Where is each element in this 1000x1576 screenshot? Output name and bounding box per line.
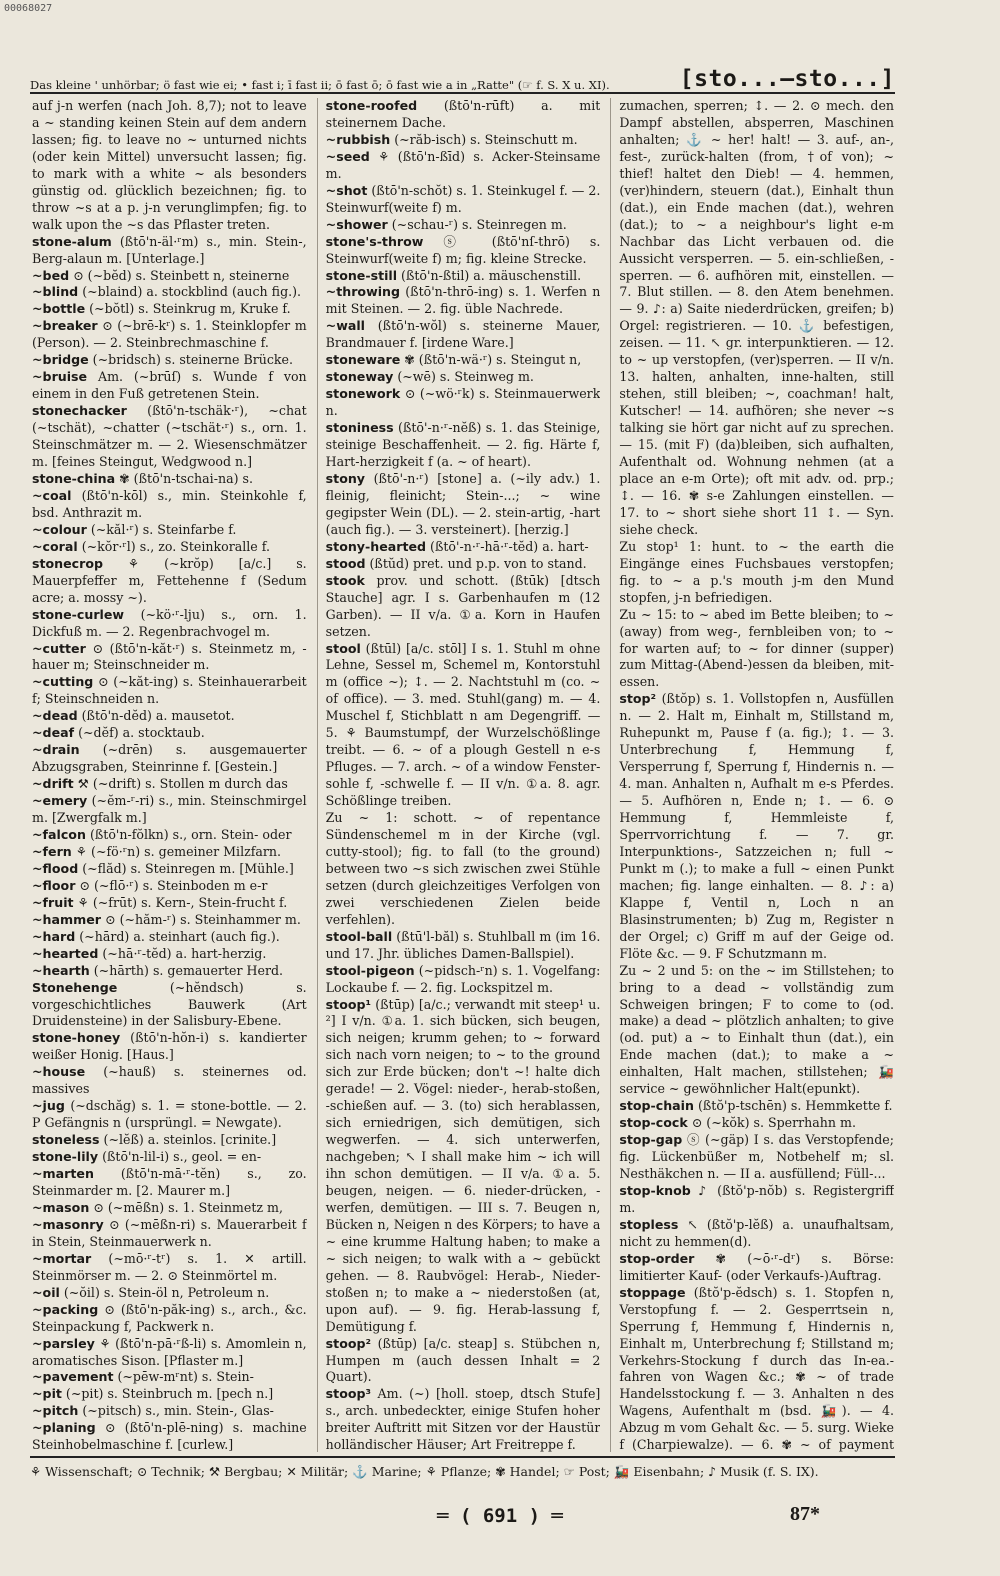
dictionary-entry bbox=[32, 1386, 307, 1403]
dictionary-entry bbox=[32, 369, 307, 403]
dictionary-entry bbox=[32, 946, 307, 963]
dictionary-entry bbox=[32, 708, 307, 725]
dictionary-entry bbox=[619, 1132, 894, 1183]
entry-headword: ~seed bbox=[325, 148, 370, 164]
entry-text: (~wē) s. Steinweg m. bbox=[393, 369, 534, 385]
entry-text: ✾ (ßtō'n-wä·ʳ) s. Steingut n, bbox=[400, 352, 582, 368]
entry-headword: stop-cock bbox=[619, 1115, 688, 1131]
entry-headword: ~hard bbox=[32, 928, 76, 944]
dictionary-entry bbox=[619, 1285, 894, 1452]
entry-headword: ~bottle bbox=[32, 301, 86, 317]
entry-headword: ~colour bbox=[32, 521, 87, 537]
column-2 bbox=[317, 98, 601, 1452]
dictionary-entry bbox=[32, 1166, 307, 1200]
entry-text: ⊙ (ßtō'n-păk-ing) s., arch., &c. Steinpackung f, Packwerk n. bbox=[32, 1301, 307, 1334]
entry-text: ✾ (ßtō'n-tschai-na) s. bbox=[115, 470, 253, 486]
dictionary-entry bbox=[326, 98, 601, 132]
dictionary-entry bbox=[32, 1285, 307, 1302]
dictionary-entry bbox=[326, 183, 601, 217]
entry-text: (ßtō'n-hŏn-i) s. kandierter weißer Honig. [Haus.] bbox=[32, 1030, 307, 1063]
entry-headword: stone-still bbox=[325, 267, 398, 283]
dictionary-entry bbox=[326, 929, 601, 963]
entry-text: (ßtŏ'p-ĕdsch) s. 1. Stopfen n, Verstopfung f. — 2. Gesperrtsein n, Sperrung f, Hemmung f, Hindernis n, Einhalt m, Unterbrechung f; Stillstand m; Verkehrs-Stockung f durch das In-ea.-fahren von Wagen &c.; ✾ ~ of trade Handelsstockung f. — 3. Anhalten n des Wagens, Aufenthalt m (bsd. 🚂). — 4. Abzug m vom Gehalt &c. — 5. surg. Wieke f (Charpiewalze). — 6. ✾ ~ of payment bbox=[619, 1284, 894, 1452]
entry-text: (ßtō'n-kōl) s., min. Steinkohle f, bsd. Anthrazit m. bbox=[32, 487, 307, 520]
entry-headword: ~masonry bbox=[32, 1216, 104, 1232]
signature-mark: 87* bbox=[790, 1503, 820, 1525]
entry-text: ⚘ (~fö·ʳn) s. gemeiner Milzfarn. bbox=[71, 843, 282, 859]
dictionary-entry bbox=[32, 352, 307, 369]
entry-text: (ßtō'-n·ʳ) [stone] a. (~ily adv.) 1. fleinig, fleinicht; Stein-...; ~ wine gegipster Wein (DL). — 2. stein-artig, -hart (auch fig.). — 3. versteinert). [herzig.] bbox=[325, 470, 601, 537]
entry-headword: ~breaker bbox=[32, 318, 98, 334]
entry-headword: stop-gap bbox=[619, 1132, 683, 1148]
entry-text: ⚘ (~frūt) s. Kern-, Stein-frucht f. bbox=[73, 894, 288, 910]
dictionary-entry bbox=[32, 929, 307, 946]
entry-headword: stone-alum bbox=[32, 233, 112, 249]
dictionary-entry bbox=[326, 149, 601, 183]
dictionary-entry bbox=[32, 861, 307, 878]
scan-id: 00068027 bbox=[4, 3, 53, 14]
dictionary-entry bbox=[326, 997, 601, 1336]
dictionary-entry bbox=[326, 234, 601, 268]
entry-text: ♪ (ßtŏ'p-nŏb) s. Registergriff m. bbox=[619, 1183, 894, 1215]
entry-headword: ~jug bbox=[32, 1098, 65, 1114]
entry-headword: ~parsley bbox=[32, 1335, 95, 1351]
entry-text: (~pidsch-ʳn) s. 1. Vogelfang: Lockaube f. — 2. fig. Lockspitzel m. bbox=[325, 962, 601, 995]
headword-range: [sto...—sto...] bbox=[679, 66, 895, 92]
entry-headword: ~coral bbox=[32, 538, 78, 554]
dictionary-entry bbox=[32, 1064, 307, 1098]
entry-headword: stone-lily bbox=[32, 1149, 99, 1165]
dictionary-entry bbox=[326, 352, 601, 369]
header-rule bbox=[30, 92, 895, 94]
entry-text: (ßtō'-n·ʳ-nĕß) s. 1. das Steinige, steinige Beschaffenheit. — 2. fig. Härte f, Hart-herzigkeit f (a. ~ of heart). bbox=[325, 420, 601, 470]
entry-text: ⚒ (~drift) s. Stollen m durch das bbox=[73, 776, 288, 792]
entry-text: (ßtō'n-schŏt) s. 1. Steinkugel f. — 2. Steinwurf(weite f) m. bbox=[325, 182, 601, 215]
dictionary-entry bbox=[619, 963, 894, 1099]
dictionary-entry bbox=[32, 963, 307, 980]
entry-text: (ßtō'n-rūft) a. mit steinernem Dache. bbox=[325, 98, 601, 130]
dictionary-entry bbox=[32, 1098, 307, 1132]
dictionary-entry bbox=[32, 522, 307, 539]
page-number: ═ ( 691 ) ═ bbox=[437, 1505, 563, 1527]
entry-text: (~răb-isch) s. Steinschutt m. bbox=[390, 131, 578, 147]
entry-text: (ßtō'n-fŏlkn) s., orn. Stein- oder bbox=[85, 826, 292, 842]
entry-headword: ~flood bbox=[32, 860, 79, 876]
dictionary-entry bbox=[32, 793, 307, 827]
dictionary-entry bbox=[326, 318, 601, 352]
entry-headword: ~bed bbox=[32, 267, 70, 283]
column-1 bbox=[32, 98, 307, 1452]
entry-headword: ~emery bbox=[32, 793, 88, 809]
entry-headword: ~shower bbox=[325, 216, 388, 232]
entry-text: ⊙ (~kŏk) s. Sperrhahn m. bbox=[687, 1115, 856, 1131]
dictionary-entry bbox=[32, 318, 307, 352]
entry-headword: ~pavement bbox=[32, 1369, 114, 1385]
column-3 bbox=[610, 98, 894, 1452]
entry-headword: ~floor bbox=[32, 877, 76, 893]
entry-text: ↖ (ßtŏ'p-lĕß) a. unaufhaltsam, nicht zu hemmen(d). bbox=[619, 1216, 894, 1249]
dictionary-entry bbox=[326, 641, 601, 811]
entry-headword: stoppage bbox=[619, 1284, 686, 1300]
dictionary-entry bbox=[32, 895, 307, 912]
entry-headword: stone's-throw bbox=[325, 233, 424, 249]
dictionary-entry bbox=[32, 980, 307, 1031]
entry-text: (~hauß) s. steinernes od. massives bbox=[32, 1064, 307, 1097]
entry-text: ⚘ (ßtō'n-ßīd) s. Acker-Steinsame m. bbox=[325, 148, 601, 181]
dictionary-entry bbox=[32, 1030, 307, 1064]
entry-headword: stopless bbox=[619, 1216, 679, 1232]
page-header bbox=[30, 58, 895, 92]
dictionary-entry bbox=[619, 1098, 894, 1115]
entry-headword: ~mortar bbox=[32, 1250, 92, 1266]
entry-text: (~lĕß) a. steinlos. [crinite.] bbox=[99, 1132, 277, 1148]
dictionary-entry bbox=[32, 776, 307, 793]
entry-text: Zu ~ 2 und 5: on the ~ im Stillstehen; to bring to a dead ~ vollständig zum Schweigen bringen; F to come to (od. make) a dead ~ plötzlich anhalten; to give (od. put) a ~ to Einhalt thun (dat.), ein Ende machen (dat.); to make a ~ einhalten, Halt machen, stillstehen; 🚂 service ~ gewöhnlicher Halt(epunkt). bbox=[619, 962, 894, 1097]
entry-headword: ~cutting bbox=[32, 674, 94, 690]
entry-text: ⊙ (ßtō'n-plē-ning) s. machine Steinhobelmaschine f. [curlew.] bbox=[32, 1420, 307, 1452]
dictionary-entry bbox=[32, 471, 307, 488]
dictionary-entry bbox=[326, 132, 601, 149]
entry-text: ⊙ (~flō·ʳ) s. Steinboden m e-r bbox=[75, 877, 268, 893]
dictionary-entry bbox=[619, 607, 894, 692]
footer-rule bbox=[30, 1456, 895, 1458]
entry-text: prov. und schott. (ßtūk) [dtsch Stauche] agr. I s. Garbenhaufen m (12 Garben). — II v/a. ①a. Korn in Haufen setzen. bbox=[325, 572, 601, 639]
dictionary-entry bbox=[326, 810, 601, 929]
entry-headword: stool-pigeon bbox=[325, 962, 415, 978]
entry-headword: ~cutter bbox=[32, 640, 86, 656]
entry-headword: stone-roofed bbox=[325, 98, 418, 113]
dictionary-entry bbox=[619, 1217, 894, 1251]
entry-text: Zu ~ 1: schott. ~ of repentance Sündenschemel m in der Kirche (vgl. cutty-stool); fig. to fall (to the ground) between two ~s sich zwischen zwei Stühle setzen (durch gleichzeitiges Verfolgen von zwei verschiedenen Zielen beide verfehlen). bbox=[325, 810, 601, 927]
entry-headword: ~hammer bbox=[32, 911, 102, 927]
entry-text: (ßtŏ'p-tschēn) s. Hemmkette f. bbox=[693, 1098, 893, 1114]
entry-text: (ßtō'n-mā·ʳ-tĕn) s., zo. Steinmarder m. [2. Maurer m.] bbox=[32, 1166, 307, 1198]
dictionary-entry bbox=[326, 284, 601, 318]
entry-headword: stony-hearted bbox=[325, 538, 427, 554]
dictionary-entry bbox=[32, 301, 307, 318]
entry-text: (~pitsch) s., min. Stein-, Glas- bbox=[78, 1403, 274, 1419]
entry-text: (ßtō'n-thrō-ing) s. 1. Werfen n mit Steinen. — 2. fig. üble Nachrede. bbox=[325, 284, 601, 317]
entry-headword: Stonehenge bbox=[32, 979, 118, 995]
dictionary-entry bbox=[32, 878, 307, 895]
entry-headword: ~throwing bbox=[325, 284, 401, 300]
entry-text: (~dschăg) s. 1. = stone-bottle. — 2. P Gefängnis n (ursprüngl. = Newgate). bbox=[32, 1098, 307, 1131]
dictionary-entry bbox=[32, 1200, 307, 1217]
entry-text: ✾ (~ō·ʳ-dʳ) s. Börse: limitierter Kauf- (oder Verkaufs-)Auftrag. bbox=[619, 1250, 894, 1283]
dictionary-entry bbox=[326, 420, 601, 471]
entry-headword: ~fruit bbox=[32, 894, 74, 910]
dictionary-entry bbox=[32, 98, 307, 234]
entry-headword: ~coal bbox=[32, 487, 72, 503]
entry-headword: ~house bbox=[32, 1064, 86, 1080]
dictionary-entry bbox=[32, 284, 307, 301]
entry-headword: ~pitch bbox=[32, 1403, 79, 1419]
dictionary-entry bbox=[619, 691, 894, 962]
entry-text: (ßtō'n-lil-i) s., geol. = en- bbox=[98, 1149, 262, 1165]
entry-headword: stoneway bbox=[325, 369, 394, 385]
dictionary-entry bbox=[32, 1420, 307, 1452]
entry-headword: stony bbox=[325, 470, 366, 486]
entry-text: (ßtŭd) pret. und p.p. von to stand. bbox=[365, 555, 587, 571]
entry-text: (~schau-ʳ) s. Steinregen m. bbox=[387, 216, 567, 232]
entry-headword: stoop³ bbox=[325, 1386, 372, 1402]
dictionary-entry bbox=[32, 641, 307, 675]
entry-headword: stonework bbox=[325, 386, 401, 402]
entry-headword: ~drain bbox=[32, 742, 80, 758]
entry-headword: ~packing bbox=[32, 1301, 99, 1317]
dictionary-entry bbox=[326, 386, 601, 420]
entry-text: ⓢ (ßtō'nſ-thrō) s. Steinwurf(weite f) m; fig. kleine Strecke. bbox=[325, 233, 601, 266]
dictionary-entry bbox=[326, 217, 601, 234]
entry-text: ⚘ (~krŏp) [a/c.] s. Mauerpfeffer m, Fettehenne f (Sedum acre; a. mossy ~). bbox=[32, 555, 307, 605]
entry-text: (~ĕm-ʳ-ri) s., min. Steinschmirgel m. [Zwergfalk m.] bbox=[32, 793, 307, 826]
entry-headword: ~dead bbox=[32, 708, 78, 724]
entry-text: Am. (~) [holl. stoep, dtsch Stufe] s., arch. unbedeckter, einige Stufen hoher breiter Auftritt mit Sitzen vor der Haustür holländischer Häuser; Art Freitreppe f. bbox=[325, 1386, 601, 1452]
entry-text: ⓢ (~gäp) I s. das Verstopfende; fig. Lückenbüßer m, Notbehelf m; sl. Nesthäkchen n. — II a. ausfüllend; Füll-... bbox=[619, 1132, 894, 1182]
entry-text: (~hĕndsch) s. vorgeschichtliches Bauwerk (Art Druidensteine) in der Salisbury-Ebene. bbox=[32, 979, 307, 1029]
entry-text: (~kŏr·ʳl) s., zo. Steinkoralle f. bbox=[77, 538, 270, 554]
entry-text: (~flăd) s. Steinregen m. [Mühle.] bbox=[78, 860, 294, 876]
dictionary-entry bbox=[619, 1115, 894, 1132]
entry-headword: ~hearted bbox=[32, 945, 99, 961]
entry-text: (ßtūl) [a/c. stōl] I s. 1. Stuhl m ohne Lehne, Sessel m, Schemel m, Kontorstuhl m (office ~); ↕. — 2. Nachtstuhl m (co. ~ of office). — 3. med. Stuhl(gang) m. — 4. Muschel f, Stichblatt n am Degengriff. — 5. ⚘ Baumstumpf, der Wurzelschößlinge treibt. — 6. ~ of a plough Gestell n e-s Pfluges. — 7. arch. ~ of a window Fenster-sohle f, -schwelle f. — II v/n. ①a. 8. agr. Schößlinge treiben. bbox=[325, 640, 601, 809]
dictionary-entry bbox=[32, 607, 307, 641]
entry-headword: ~rubbish bbox=[325, 131, 391, 147]
dictionary-entry bbox=[326, 1386, 601, 1452]
entry-text: (~bridsch) s. steinerne Brücke. bbox=[88, 352, 294, 368]
entry-headword: ~oil bbox=[32, 1284, 60, 1300]
entry-headword: ~shot bbox=[325, 182, 368, 198]
symbol-legend: ⚘ Wissenschaft; ⊙ Technik; ⚒ Bergbau; ✕ Militär; ⚓ Marine; ⚘ Pflanze; ✾ Handel; ☞ Post; 🚂 Eisenbahn; ♪ Musik (f. S. IX). bbox=[30, 1464, 819, 1479]
dictionary-entry bbox=[619, 98, 894, 539]
dictionary-entry bbox=[32, 1251, 307, 1285]
dictionary-entry bbox=[326, 471, 601, 539]
dictionary-entry bbox=[32, 725, 307, 742]
dictionary-entry bbox=[32, 1149, 307, 1166]
entry-text: (~drēn) s. ausgemauerter Abzugsgraben, Steinrinne f. [Gestein.] bbox=[32, 742, 307, 775]
dictionary-entry bbox=[32, 403, 307, 471]
entry-headword: stonechacker bbox=[32, 403, 127, 419]
entry-headword: stone-curlew bbox=[32, 606, 125, 622]
entry-headword: stoneless bbox=[32, 1132, 100, 1148]
entry-text: (ßtō'n-ßtil) a. mäuschenstill. bbox=[397, 267, 582, 283]
entry-text: ⚘ (ßtō'n-pā·ʳß-li) s. Amomlein n, aromatisches Sison. [Pflaster m.] bbox=[32, 1335, 307, 1368]
entry-headword: ~wall bbox=[325, 318, 365, 334]
dictionary-entry bbox=[32, 1336, 307, 1370]
entry-text: (ßtū'l-băl) s. Stuhlball m (im 16. und 17. Jhr. übliches Damen-Ballspiel). bbox=[325, 928, 601, 961]
entry-text: (~mō·ʳ-tʳ) s. 1. ✕ artill. Steinmörser m. — 2. ⊙ Steinmörtel m. bbox=[32, 1250, 307, 1283]
dictionary-entry bbox=[32, 488, 307, 522]
entry-text: ⊙ (~hăm-ʳ) s. Steinhammer m. bbox=[101, 911, 301, 927]
entry-headword: stoop¹ bbox=[325, 996, 372, 1012]
entry-text: (ßtŏp) s. 1. Vollstopfen n, Ausfüllen n. — 2. Halt m, Einhalt m, Stillstand m, Ruhepunkt m, Pause f (a. fig.); ↕. — 3. Unterbrechung f, Hemmung f, Versperrung f, Sperrung f, Hindernis n. — 4. man. Anhalten n, Aufhalt m e-s Pferdes. — 5. Aufhören n, Ende n; ↕. — 6. ⊙ Hemmung f, Hemmleiste f, Sperrvorrichtung f. — 7. gr. Interpunktions-, Satzzeichen n; full ~ Punkt m (.); to make a full ~ einen Punkt machen; fig. lange einhalten. — 8. ♪: a) Klappe f, Ventil n, Loch n an Blasinstrumenten; b) Zug m, Register n der Orgel; c) Griff m auf der Geige od. Flöte &c. — 9. F Schutzmann m. bbox=[619, 691, 894, 961]
dictionary-entry bbox=[619, 539, 894, 607]
entry-text: (~kăl·ʳ) s. Steinfarbe f. bbox=[86, 521, 237, 537]
entry-text: (ßtō'n-wŏl) s. steinerne Mauer, Brandmauer f. [irdene Ware.] bbox=[325, 318, 601, 351]
dictionary-entry bbox=[32, 1369, 307, 1386]
entry-headword: ~planing bbox=[32, 1420, 96, 1436]
entry-headword: ~blind bbox=[32, 284, 79, 300]
dictionary-entry bbox=[326, 369, 601, 386]
entry-columns bbox=[32, 98, 894, 1452]
entry-headword: stop-knob bbox=[619, 1183, 691, 1198]
dictionary-entry bbox=[32, 539, 307, 556]
dictionary-entry bbox=[326, 556, 601, 573]
entry-headword: ~marten bbox=[32, 1166, 94, 1182]
entry-headword: ~drift bbox=[32, 776, 74, 792]
dictionary-entry bbox=[32, 912, 307, 929]
entry-text: (ßtō'-n·ʳ-hā·ʳ-tĕd) a. hart- bbox=[426, 538, 589, 554]
dictionary-entry bbox=[32, 1403, 307, 1420]
entry-text: ⊙ (~kăt-ing) s. Steinhauerarbeit f; Steinschneiden n. bbox=[32, 674, 307, 707]
entry-headword: stone-honey bbox=[32, 1030, 121, 1046]
entry-headword: ~mason bbox=[32, 1199, 90, 1215]
dictionary-entry bbox=[326, 963, 601, 997]
entry-text: (~hārd) a. steinhart (auch fig.). bbox=[75, 928, 280, 944]
pronunciation-key: Das kleine ' unhörbar; ö fast wie ei; • fast i; ī fast ii; ō fast ō; ō fast wie a in „Ratte" (☞ f. S. X u. XI). bbox=[30, 78, 610, 92]
dictionary-entry bbox=[326, 539, 601, 556]
entry-text: (~pit) s. Steinbruch m. [pech n.] bbox=[61, 1386, 274, 1402]
entry-headword: stool-ball bbox=[325, 928, 393, 944]
entry-text: ⊙ (~wö·ʳk) s. Steinmauerwerk n. bbox=[325, 386, 601, 419]
dictionary-entry bbox=[32, 556, 307, 607]
entry-text: ⊙ (ßtō'n-kăt·ʳ) s. Steinmetz m, -hauer m; Steinschneider m. bbox=[32, 640, 307, 673]
entry-headword: stook bbox=[325, 572, 365, 588]
entry-text: ⊙ (~mēßn-ri) s. Mauerarbeit f in Stein, Steinmauerwerk n. bbox=[32, 1216, 307, 1249]
entry-text: (~kö·ʳ-lju) s., orn. 1. Dickfuß m. — 2. Regenbrachvogel m. bbox=[32, 606, 307, 639]
entry-text: (ßtō'n-äl·ʳm) s., min. Stein-, Berg-alaun m. [Unterlage.] bbox=[32, 233, 307, 266]
entry-headword: stood bbox=[325, 555, 366, 571]
dictionary-entry bbox=[619, 1183, 894, 1217]
entry-text: (~bŏtl) s. Steinkrug m, Kruke f. bbox=[85, 301, 291, 317]
entry-text: (~hā·ʳ-tĕd) a. hart-herzig. bbox=[98, 945, 267, 961]
entry-text: (ßtūp) [a/c.; verwandt mit steep¹ u. ²] I v/n. ①a. 1. sich bücken, sich beugen, sich neigen; krumm gehen; to ~ forward sich nach vorn neigen; to ~ to the ground sich zur Erde bücken; don't ~! halte dich gerade! — 2. Vögel: nieder-, herab-stoßen, -schießen auf. — 3. (to) sich herablassen, sich erniedrigen, sich demütigen, sich wegwerfen. — 4. sich unterwerfen, nachgeben; ↖ I shall make him ~ ich will ihn schon demütigen. — II v/a. ①a. 5. beugen, neigen. — 6. nieder-drücken, -werfen, demütigen. — III s. 7. Beugen n, Bücken n, Neigen n des Körpers; to have a ~ eine krumme Haltung haben; to make a ~ sich neigen; to walk with a ~ gebückt gehen. — 8. Raubvögel: Herab-, Nieder-stoßen n; to make a ~ niederstoßen (at, upon auf). — 9. fig. Herab-lassung f, Demütigung f. bbox=[325, 996, 601, 1334]
dictionary-entry bbox=[32, 827, 307, 844]
dictionary-entry bbox=[32, 1302, 307, 1336]
entry-text: ⊙ (~mēßn) s. 1. Steinmetz m, bbox=[89, 1199, 283, 1215]
entry-text: Zu stop¹ 1: hunt. to ~ the earth die Eingänge eines Fuchsbaues verstopfen; fig. to ~ a p.'s mouth j-m den Mund stopfen, j-n befriedigen. bbox=[619, 538, 894, 605]
dictionary-entry bbox=[32, 234, 307, 268]
entry-text: ⊙ (~brē-kʳ) s. 1. Steinklopfer m (Person). — 2. Steinbrechmaschine f. bbox=[32, 318, 307, 351]
entry-text: (ßtō'n-dĕd) a. mausetot. bbox=[77, 708, 235, 724]
dictionary-entry bbox=[32, 268, 307, 285]
entry-headword: ~fern bbox=[32, 843, 72, 859]
entry-text: (~ŏil) s. Stein-öl n, Petroleum n. bbox=[59, 1284, 270, 1300]
entry-headword: stoneware bbox=[325, 352, 401, 368]
dictionary-entry bbox=[326, 573, 601, 641]
entry-headword: stop² bbox=[619, 691, 657, 707]
entry-headword: stone-china bbox=[32, 470, 116, 486]
dictionary-entry bbox=[326, 1336, 601, 1387]
dictionary-entry bbox=[32, 1217, 307, 1251]
entry-text: (~blaind) a. stockblind (auch fig.). bbox=[78, 284, 302, 300]
entry-headword: ~deaf bbox=[32, 725, 75, 741]
entry-headword: stoniness bbox=[325, 420, 394, 436]
dictionary-entry bbox=[326, 268, 601, 285]
entry-headword: ~pit bbox=[32, 1386, 62, 1402]
entry-headword: stoop² bbox=[325, 1335, 372, 1351]
dictionary-entry bbox=[32, 1132, 307, 1149]
dictionary-entry bbox=[32, 742, 307, 776]
entry-headword: stonecrop bbox=[32, 555, 104, 571]
entry-headword: ~bridge bbox=[32, 352, 89, 368]
entry-text: Zu ~ 15: to ~ abed im Bette bleiben; to ~ (away) from weg-, fernbleiben von; to ~ for warten auf; to ~ for dinner (supper) zum Mittag-(Abend-)essen da bleiben, mit-essen. bbox=[619, 606, 894, 690]
entry-text: (ßtō'n-tschäk·ʳ), ~chat (~tschät), ~chatter (~tschät·ʳ) s., orn. 1. Steinschmätzer m. — 2. Wiesenschmätzer m. [feines Steingut, Wedgwood n.] bbox=[32, 403, 307, 470]
dictionary-entry bbox=[32, 844, 307, 861]
entry-headword: stop-order bbox=[619, 1250, 695, 1266]
entry-text: (~dĕf) a. stocktaub. bbox=[74, 725, 205, 741]
entry-headword: ~falcon bbox=[32, 826, 86, 842]
entry-text: (ßtūp) [a/c. steap] s. Stübchen n, Humpen m (auch dessen Inhalt = 2 Quart). bbox=[325, 1335, 601, 1385]
entry-headword: stool bbox=[325, 640, 361, 656]
entry-text: auf j-n werfen (nach Joh. 8,7); not to leave a ~ standing keinen Stein auf dem andern lassen; fig. to leave no ~ unturned nichts (oder kein Mittel) unversucht lassen; fig. to mark with a white ~ als besonders günstig od. glücklich bezeichnen; fig. to throw ~s at a p. j-n verunglimpfen; fig. to walk upon the ~s das Pflaster treten. bbox=[32, 98, 307, 232]
entry-headword: stop-chain bbox=[619, 1098, 694, 1114]
entry-headword: ~bruise bbox=[32, 369, 88, 385]
dictionary-entry bbox=[32, 674, 307, 708]
entry-text: ⊙ (~bĕd) s. Steinbett n, steinerne bbox=[69, 267, 290, 283]
entry-headword: ~hearth bbox=[32, 962, 90, 978]
dictionary-entry bbox=[619, 1251, 894, 1285]
entry-text: (~pēw-mʳnt) s. Stein- bbox=[113, 1369, 254, 1385]
entry-text: Am. (~brūſ) s. Wunde f von einem in den Fuß getretenen Stein. bbox=[32, 369, 307, 402]
entry-text: zumachen, sperren; ↕. — 2. ⊙ mech. den Dampf abstellen, absperren, Maschinen anhalten; ⚓ ~ her! halt! — 3. auf-, an-, fest-, zurück-halten (from, †of von); ~ thief! haltet den Dieb! — 4. hemmen, (ver)hindern, steuern (dat.), Einhalt thun (dat.), ein Ende machen (dat.), wehren (dat.); to ~ a neighbour's light e-m Nachbar das Licht verbauen od. die Aussicht versperren. — 5. ein-schließen, -sperren. — 6. aufhören mit, einstellen. — 7. Blut stillen. — 8. den Atem benehmen. — 9. ♪: a) Saite niederdrücken, greifen; b) Orgel: registrieren. — 10. ⚓ befestigen, zeisen. — 11. ↖ gr. interpunktieren. — 12. to ~ up verstopfen, (ver)sperren. — II v/n. 13. halten, anhalten, inne-halten, still stehen, still bleiben; ~, coachman! halt, Kutscher! — 14. aufhören; she never ~s talking sie hört gar nicht auf zu sprechen. — 15. (mit F) (da)bleiben, sich aufhalten, Aufenthalt od. Wohnung nehmen (at a place an e-m Orte); oft mit adv. od. prp.; ↕. — 16. ✾ s-e Zahlungen einstellen. — 17. to ~ short siehe short 11 ↕. — Syn. siehe check. bbox=[619, 98, 894, 537]
entry-text: (~hārth) s. gemauerter Herd. bbox=[89, 962, 284, 978]
